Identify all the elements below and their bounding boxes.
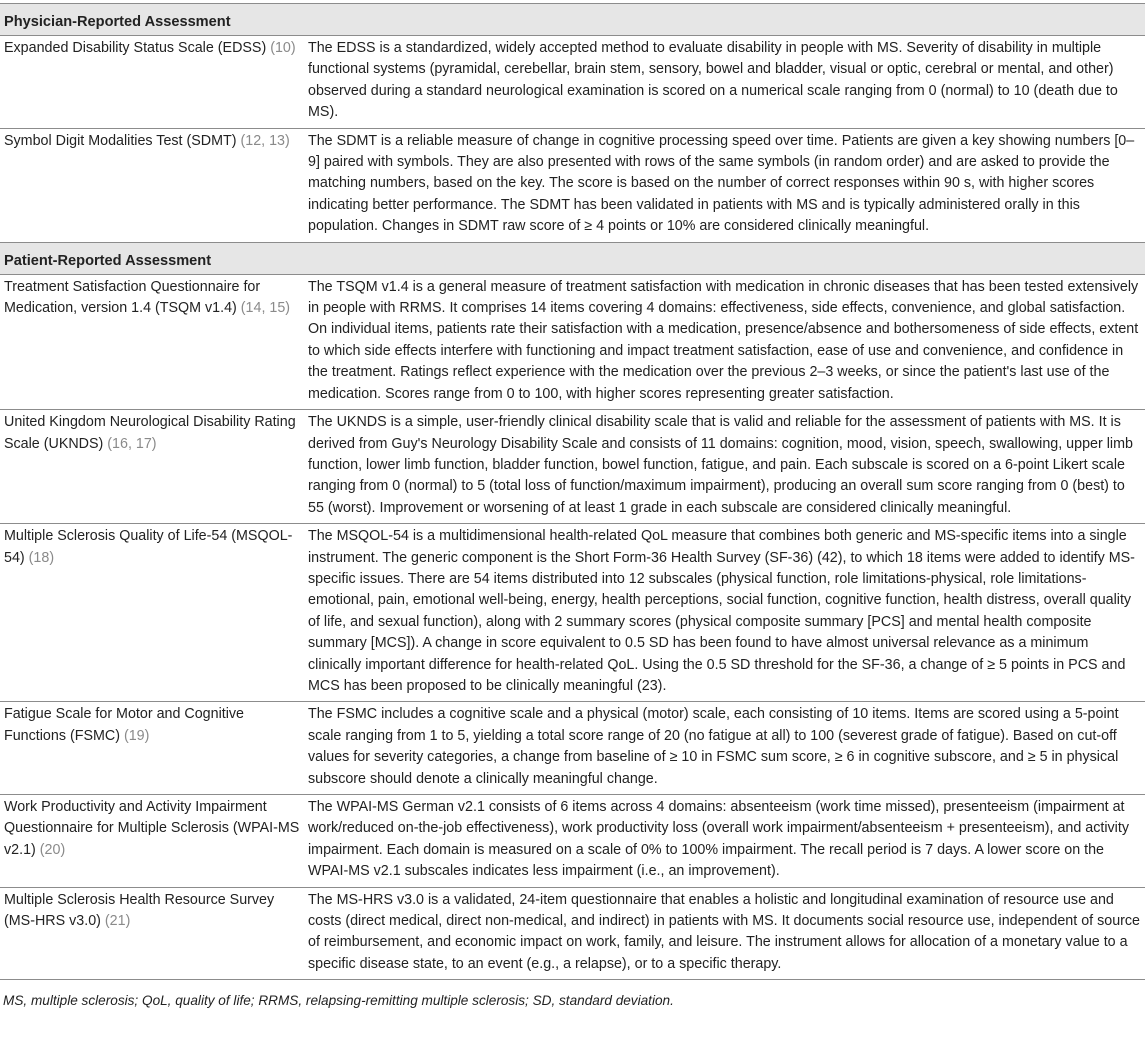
table-row bbox=[0, 275, 1145, 410]
table-footnote: MS, multiple sclerosis; QoL, quality of life; RRMS, relapsing-remitting multiple sclerosis; SD, standard deviation. bbox=[3, 993, 674, 1009]
assessment-description: The FSMC includes a cognitive scale and a physical (motor) scale, each consisting of 10 items. Items are scored using a 5-point scale ranging from 1 to 5, yielding a total score range of 20 (no fatigue at all) to 100 (severest grade of fatigue). Based on cut-off values for severity categories, a change from baseline of ≥ 10 in FSMC sum score, ≥ 6 in cognitive subscore, and ≥ 5 in physical subscore should denote a clinically meaningful change. bbox=[308, 706, 1119, 787]
assessment-name: Treatment Satisfaction Questionnaire for Medication, version 1.4 (TSQM v1.4) bbox=[4, 278, 261, 317]
assessment-name: Work Productivity and Activity Impairment Questionnaire for Multiple Sclerosis (WPAI-MS v2.1) bbox=[4, 799, 300, 858]
assessment-name-cell bbox=[0, 131, 308, 238]
assessment-name: Multiple Sclerosis Health Resource Survey (MS-HRS v3.0) bbox=[4, 891, 275, 930]
assessment-name: Symbol Digit Modalities Test (SDMT) bbox=[4, 132, 237, 149]
reference-link[interactable]: (10) bbox=[270, 40, 296, 56]
table-row bbox=[0, 702, 1145, 795]
assessment-description: The MS-HRS v3.0 is a validated, 24-item questionnaire that enables a holistic and longitudinal examination of resource use and costs (direct medical, direct non-medical, and indirect) in patients with MS. It documents social resource use, independent of source of reimbursement, and economic impact on work, family, and leisure. The instrument allows for allocation of a monetary value to a specific disease state, to an event (e.g., a relapse), or to a specific therapy. bbox=[308, 891, 1141, 972]
assessment-name-cell bbox=[0, 277, 308, 405]
assessment-description: The TSQM v1.4 is a general measure of treatment satisfaction with medication in chronic diseases that has been tested extensively in people with RRMS. It comprises 14 items covering 4 domains: effectiveness, side effects, convenience, and global satisfaction. On individual items, patients rate their satisfaction with a medication, presence/absence and bothersomeness of side effects, extent to which side effects interfere with functioning and impact treatment satisfaction, ease of use and convenience, and confidence in the treatment. Ratings reflect experience with the medication over the previous 2–3 weeks, or since the patient's last use of the medication. Scores range from 0 to 100, with higher scores representing greater satisfaction. bbox=[308, 278, 1139, 402]
assessment-description: The MSQOL-54 is a multidimensional health-related QoL measure that combines both generic and MS-specific items into a single instrument. The generic component is the Short Form-36 Health Survey (SF-36) (42), to which 18 items were added to identify MS-specific issues. There are 54 items distributed into 12 subscales (physical function, role limitations-physical, role limitations-emotional, pain, emotional well-being, energy, health perceptions, social function, cognitive function, health distress, overall quality of life, and sexual function), along with 2 summary scores (physical composite summary [PCS] and mental health composite summary [MCS]). A change in score equivalent to 0.5 SD has been found to have almost universal relevance as a minimum clinically important difference for health-related QoL. Using the 0.5 SD threshold for the SF-36, a change of ≥ 5 points in PCS and MCS has been proposed to be clinically meaningful (23). bbox=[308, 528, 1135, 694]
assessment-name-cell bbox=[0, 797, 308, 883]
section-header: Patient-Reported Assessment bbox=[0, 243, 1145, 275]
assessment-name: United Kingdom Neurological Disability Rating Scale (UKNDS) bbox=[4, 414, 296, 452]
reference-link[interactable]: (21) bbox=[104, 913, 131, 930]
reference-link[interactable]: (18) bbox=[28, 549, 55, 566]
assessment-name-cell bbox=[0, 412, 308, 519]
section-header: Physician-Reported Assessment bbox=[0, 4, 1145, 36]
reference-link[interactable]: (12, 13) bbox=[240, 132, 290, 149]
assessment-description: The UKNDS is a simple, user-friendly clinical disability scale that is valid and reliable for the assessment of patients with MS. It is derived from Guy's Neurology Disability Scale and consists of 11 domains: cognition, mood, vision, speech, swallowing, upper limb function, lower limb function, bladder function, bowel function, fatigue, and pain. Each subscale is scored on a 6-point Likert scale ranging from 0 (normal) to 5 (total loss of function/maximum impairment), producing an overall sum score ranging from 0 (best) to 55 (worst). Improvement or worsening of at least 1 grade in each subscale are considered clinically meaningful. bbox=[308, 414, 1133, 516]
assessment-name-cell bbox=[0, 526, 308, 697]
table-row bbox=[0, 36, 1145, 129]
assessment-name: Fatigue Scale for Motor and Cognitive Functions (FSMC) bbox=[4, 706, 244, 744]
reference-link[interactable]: (19) bbox=[123, 727, 150, 744]
assessment-description: The WPAI-MS German v2.1 consists of 6 items across 4 domains: absenteeism (work time missed), presenteeism (impairment at work/reduced on-the-job effectiveness), work productivity loss (overall work impairment/absenteeism + presenteeism), and activity impairment. Each domain is measured on a scale of 0% to 100% impairment. The recall period is 7 days. A lower score on the WPAI-MS v2.1 subscales indicates less impairment (i.e., an improvement). bbox=[308, 799, 1129, 880]
reference-link[interactable]: (16, 17) bbox=[107, 435, 157, 452]
assessment-name-cell bbox=[0, 704, 308, 790]
assessment-table bbox=[0, 3, 1145, 980]
table-row bbox=[0, 524, 1145, 702]
reference-link[interactable]: (20) bbox=[39, 841, 66, 858]
table-row bbox=[0, 129, 1145, 243]
assessment-name-cell bbox=[0, 38, 308, 124]
assessment-name: Multiple Sclerosis Quality of Life-54 (MSQOL-54) bbox=[4, 528, 293, 566]
reference-link[interactable]: (14, 15) bbox=[240, 300, 291, 317]
table-row bbox=[0, 888, 1145, 981]
assessment-name: Expanded Disability Status Scale (EDSS) bbox=[4, 40, 267, 56]
assessment-description: The SDMT is a reliable measure of change in cognitive processing speed over time. Patients are given a key showing numbers [0–9] paired with symbols. They are also presented with rows of the same symbols (in random order) and are asked to provide the matching numbers, based on the key. The score is based on the number of correct responses within 90 s, with higher scores indicating better performance. The SDMT has been validated in patients with MS and is typically administered orally in this population. Changes in SDMT raw score of ≥ 4 points or 10% are considered clinically meaningful. bbox=[308, 132, 1135, 235]
assessment-description: The EDSS is a standardized, widely accepted method to evaluate disability in people with MS. Severity of disability in multiple functional systems (pyramidal, cerebellar, brain stem, sensory, bowel and bladder, visual or optic, cerebral or mental, and other) observed during a standard neurological examination is scored on a numerical scale ranging from 0 (normal) to 10 (death due to MS). bbox=[308, 40, 1118, 121]
assessment-name-cell bbox=[0, 890, 308, 976]
table-row bbox=[0, 410, 1145, 524]
table-row bbox=[0, 795, 1145, 888]
